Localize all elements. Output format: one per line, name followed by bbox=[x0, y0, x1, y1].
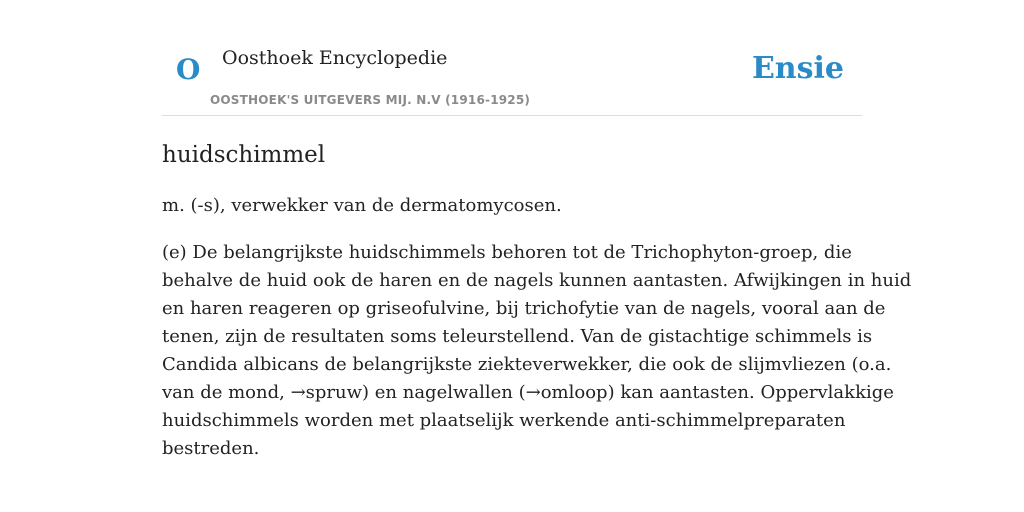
publication-header bbox=[162, 34, 862, 116]
body-line: behalve de huid ook de haren en de nagels kunnen aantasten. Afwijkingen in huid bbox=[162, 270, 912, 291]
body-line: huidschimmels worden met plaatselijk werkende anti-schimmelpreparaten bbox=[162, 410, 846, 431]
entry-body bbox=[162, 239, 912, 463]
body-line: Candida albicans de belangrijkste ziekteverwekker, die ook de slijmvliezen (o.a. bbox=[162, 354, 892, 375]
publication-title[interactable]: Oosthoek Encyclopedie bbox=[222, 47, 448, 69]
body-line: van de mond, →spruw) en nagelwallen (→omloop) kan aantasten. Oppervlakkige bbox=[162, 382, 894, 403]
entry-definition: m. (-s), verwekker van de dermatomycosen. bbox=[162, 195, 562, 216]
body-line: tenen, zijn de resultaten soms teleurstellend. Van de gistachtige schimmels is bbox=[162, 326, 873, 347]
body-line: (e) De belangrijkste huidschimmels behoren tot de Trichophyton-groep, die bbox=[162, 242, 852, 263]
publisher-name: OOSTHOEK'S UITGEVERS MIJ. N.V (1916-1925) bbox=[210, 93, 531, 107]
body-line: bestreden. bbox=[162, 438, 260, 459]
body-line: en haren reageren op griseofulvine, bij trichofytie van de nagels, vooral aan de bbox=[162, 298, 886, 319]
publication-logo: O bbox=[176, 53, 201, 86]
entry-headword: huidschimmel bbox=[162, 142, 326, 168]
ensie-logo-link[interactable]: Ensie bbox=[751, 51, 844, 86]
